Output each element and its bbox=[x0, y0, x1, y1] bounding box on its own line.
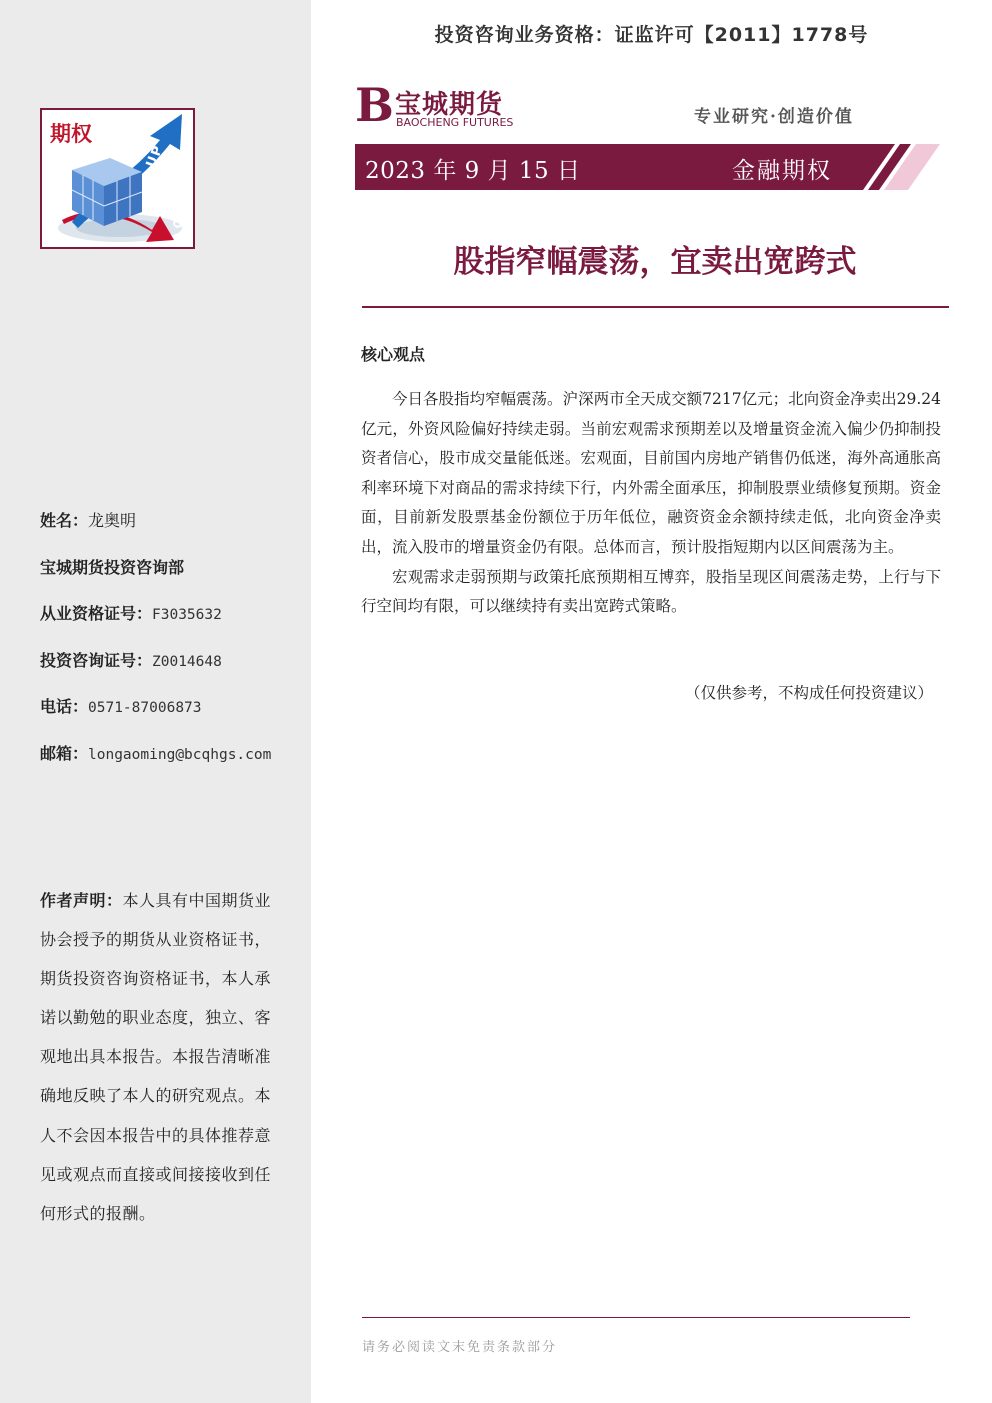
cube-letter-p: P bbox=[148, 144, 167, 159]
title-divider bbox=[362, 306, 949, 308]
author-email-key: 邮箱： bbox=[40, 743, 89, 763]
footer-note: 请务必阅读文末免责条款部分 bbox=[362, 1340, 558, 1355]
report-title: 股指窄幅震荡，宜卖出宽跨式 bbox=[453, 244, 857, 280]
author-name-value: 龙奥明 bbox=[88, 511, 137, 530]
author-email-row bbox=[40, 741, 300, 788]
logo-english-name: BAOCHENG FUTURES bbox=[396, 116, 514, 129]
author-license-value: F3035632 bbox=[152, 607, 222, 624]
license-header: 投资咨询业务资格：证监许可【2011】1778号 bbox=[434, 24, 869, 46]
cover-image bbox=[40, 108, 195, 249]
author-info bbox=[40, 508, 300, 788]
report-body bbox=[361, 385, 941, 622]
cube-letter-o: O bbox=[169, 216, 186, 231]
disclaimer: （仅供参考，不构成任何投资建议） bbox=[684, 684, 933, 702]
author-advisory-key: 投资咨询证号： bbox=[40, 650, 153, 670]
cover-label: 期权 bbox=[50, 122, 92, 146]
report-category: 金融期权 bbox=[732, 158, 832, 184]
author-license-row bbox=[40, 601, 300, 648]
author-department-row bbox=[40, 555, 300, 602]
author-license-key: 从业资格证号： bbox=[40, 604, 153, 624]
footer-divider bbox=[362, 1317, 910, 1318]
author-advisory-value: Z0014648 bbox=[152, 653, 222, 670]
author-name-key: 姓名： bbox=[40, 511, 89, 530]
body-paragraph: 宏观需求走弱预期与政策托底预期相互博弈，股指呈现区间震荡走势，上行与下行空间均有限，可以继续持有卖出宽跨式策略。 bbox=[361, 567, 941, 616]
author-name-row bbox=[40, 508, 300, 555]
author-phone-key: 电话： bbox=[40, 697, 89, 717]
company-logo bbox=[355, 78, 535, 134]
sidebar bbox=[0, 0, 311, 1403]
author-phone-value: 0571-87006873 bbox=[88, 700, 202, 717]
declaration-key: 作者声明： bbox=[40, 891, 123, 910]
slogan: 专业研究·创造价值 bbox=[694, 107, 854, 127]
author-declaration bbox=[40, 881, 272, 1233]
author-phone-row bbox=[40, 694, 300, 741]
logo-chinese-name: 宝城期货 bbox=[395, 90, 504, 120]
body-paragraph: 今日各股指均窄幅震荡。沪深两市全天成交额7217亿元；北向资金净卖出29.24亿元，外资风险偏好持续走弱。当前宏观需求预期差以及增量资金流入偏少仍抑制投资者信心，股市成交量能低迷。宏观面，目前国内房地产销售仍低迷，海外高通胀高利率环境下对商品的需求持续下行，内外需全面承压，抑制股票业绩修复预期。资金面，目前新发股票基金份额位于历年低位，融资资金余额持续走低，北向资金净卖出，流入股市的增量资金仍有限。总体而言，预计股指短期内以区间震荡为主。 bbox=[361, 390, 941, 556]
section-heading: 核心观点 bbox=[361, 345, 426, 364]
author-email-value: longaoming@bcqhgs.com bbox=[88, 746, 272, 763]
declaration-text: 本人具有中国期货业协会授予的期货从业资格证书，期货投资咨询资格证书，本人承诺以勤勉的职业态度，独立、客观地出具本报告。本报告清晰准确地反映了本人的研究观点。本人不会因本报告中的具体推荐意见或观点而直接或间接接收到任何形式的报酬。 bbox=[40, 891, 272, 1223]
author-advisory-row bbox=[40, 648, 300, 695]
logo-mark: B bbox=[355, 78, 394, 132]
cube-letter-u: U bbox=[143, 154, 162, 170]
report-date: 2023 年 9 月 15 日 bbox=[365, 158, 581, 184]
cube-letter-d: D bbox=[166, 206, 183, 221]
author-department: 宝城期货投资咨询部 bbox=[40, 557, 185, 577]
